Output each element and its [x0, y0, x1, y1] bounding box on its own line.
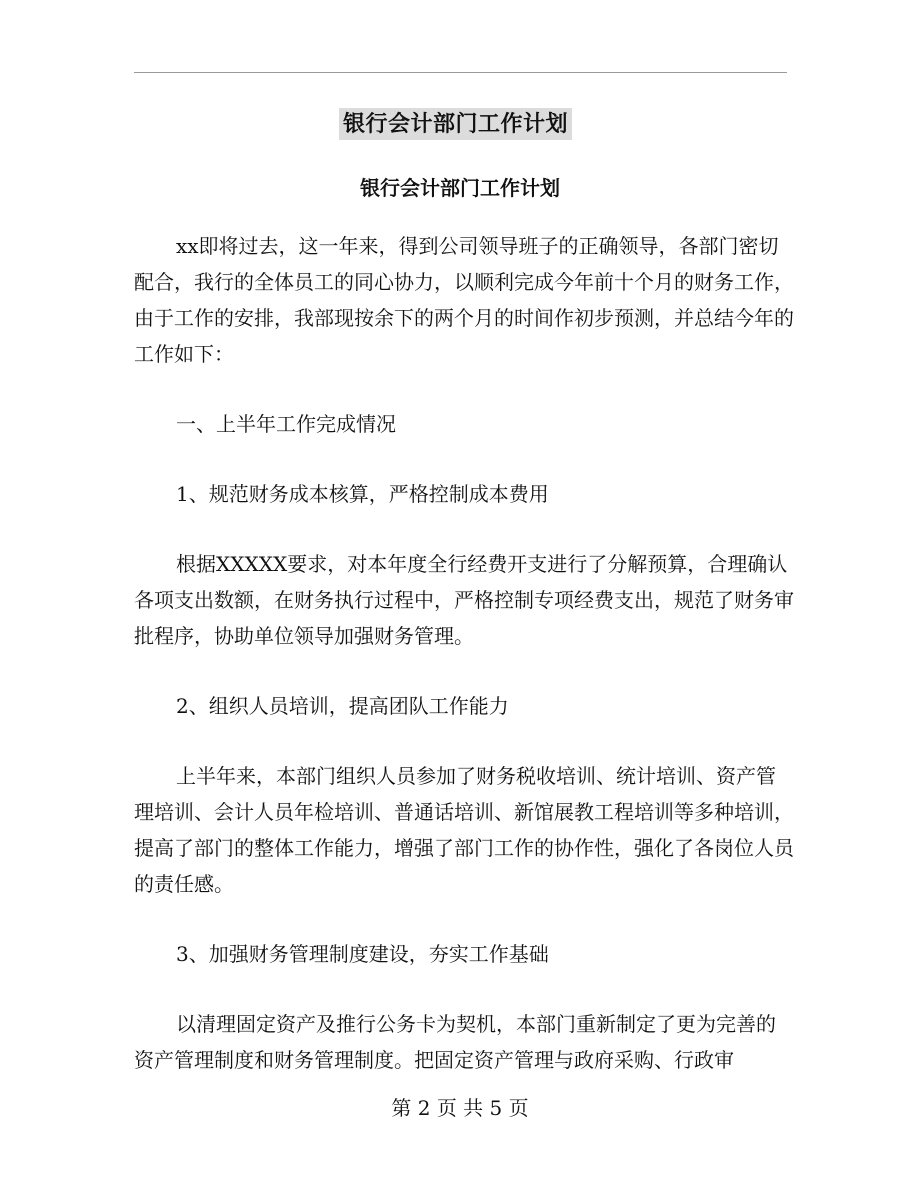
- intro-paragraph: xx即将过去，这一年来，得到公司领导班子的正确领导，各部门密切配合，我行的全体员工的同心协力，以顺利完成今年前十个月的财务工作，由于工作的安排，我部现按余下的两个月的时间作初步预测，并总结今年的工作如下：: [134, 234, 794, 366]
- page-number: 第 2 页 共 5 页: [391, 1096, 529, 1120]
- item-heading-1: 1、规范财务成本核算，严格控制成本费用: [176, 482, 549, 506]
- section-heading-first-half: 一、上半年工作完成情况: [176, 412, 396, 436]
- item-heading-3: 3、加强财务管理制度建设，夯实工作基础: [176, 942, 549, 966]
- item-body-2: 上半年来，本部门组织人员参加了财务税收培训、统计培训、资产管理培训、会计人员年检培训、普通话培训、新馆展教工程培训等多种培训，提高了部门的整体工作能力，增强了部门工作的协作性，强化了各岗位人员的责任感。: [134, 764, 794, 896]
- header-rule: [134, 72, 787, 73]
- item-heading-2: 2、组织人员培训，提高团队工作能力: [176, 694, 509, 718]
- item-body-3: 以清理固定资产及推行公务卡为契机，本部门重新制定了更为完善的资产管理制度和财务管理制度。把固定资产管理与政府采购、行政审: [134, 1012, 776, 1072]
- document-body: [134, 228, 794, 1078]
- document-subheading: 银行会计部门工作计划: [360, 176, 560, 200]
- item-body-1: 根据XXXXX要求，对本年度全行经费开支进行了分解预算，合理确认各项支出数额，在财务执行过程中，严格控制专项经费支出，规范了财务审批程序，协助单位领导加强财务管理。: [134, 552, 794, 648]
- document-heading: 银行会计部门工作计划: [339, 108, 572, 140]
